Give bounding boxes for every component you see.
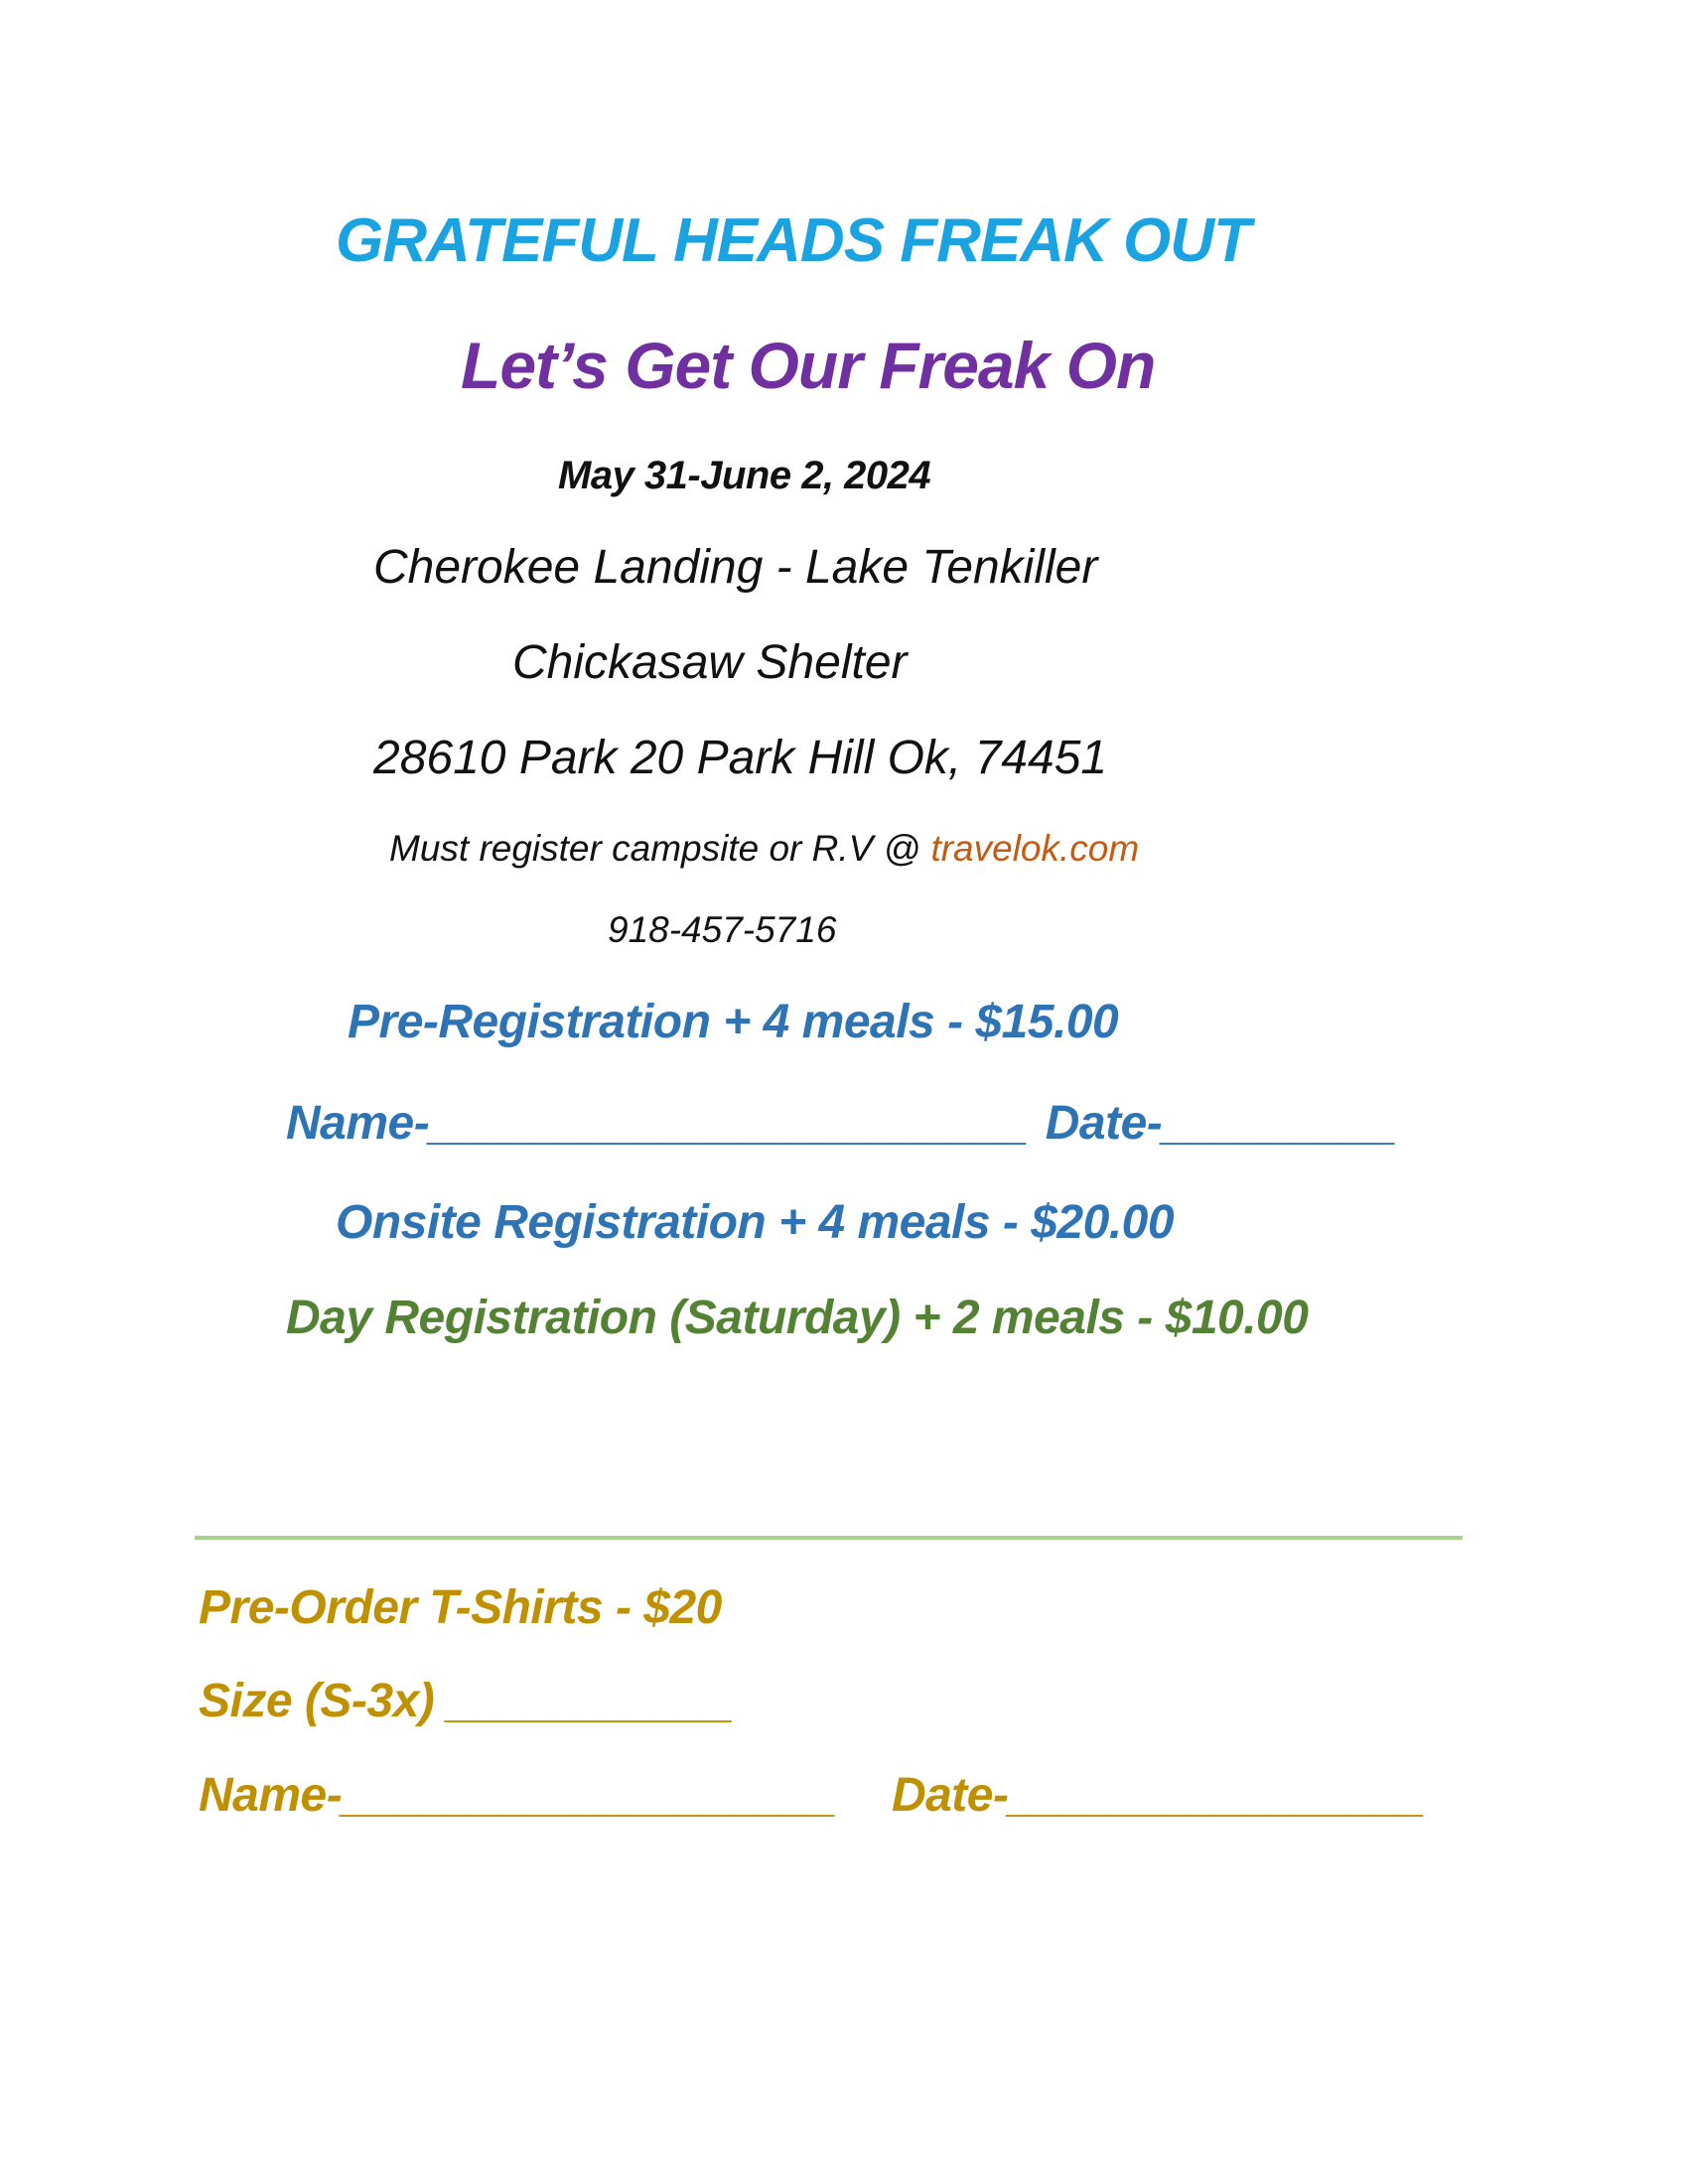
event-dates: May 31-June 2, 2024 [558, 454, 931, 497]
section-divider [195, 1536, 1463, 1540]
tshirt-name-field[interactable]: Name-___________________ [199, 1769, 836, 1822]
tshirt-size-field[interactable]: Size (S-3x) ___________ [199, 1675, 734, 1727]
tshirt-preorder-heading: Pre-Order T-Shirts - $20 [199, 1581, 722, 1634]
onsite-registration-price: Onsite Registration + 4 meals - $20.00 [336, 1196, 1175, 1249]
venue-address: 28610 Park 20 Park Hill Ok, 74451 [373, 732, 1108, 784]
travelok-link[interactable]: travelok.com [930, 828, 1140, 869]
tshirt-date-field[interactable]: Date-________________ [891, 1769, 1425, 1822]
day-registration-price: Day Registration (Saturday) + 2 meals - $10.00 [286, 1292, 1309, 1344]
campsite-registration-note [389, 830, 1139, 867]
pre-registration-date-field[interactable]: Date-_________ [1045, 1097, 1396, 1150]
registration-note-text: Must register campsite or R.V @ [389, 828, 931, 869]
venue-name: Cherokee Landing - Lake Tenkiller [373, 541, 1098, 594]
shelter-name: Chickasaw Shelter [512, 636, 908, 689]
event-subtitle: Let’s Get Our Freak On [461, 329, 1156, 402]
event-title: GRATEFUL HEADS FREAK OUT [336, 206, 1250, 275]
tshirt-form-line [199, 1769, 1425, 1822]
phone-number: 918-457-5716 [608, 909, 837, 950]
pre-registration-price: Pre-Registration + 4 meals - $15.00 [348, 996, 1119, 1048]
pre-registration-name-field[interactable]: Name-_______________________ [286, 1097, 1028, 1150]
pre-registration-form-line [286, 1097, 1396, 1150]
